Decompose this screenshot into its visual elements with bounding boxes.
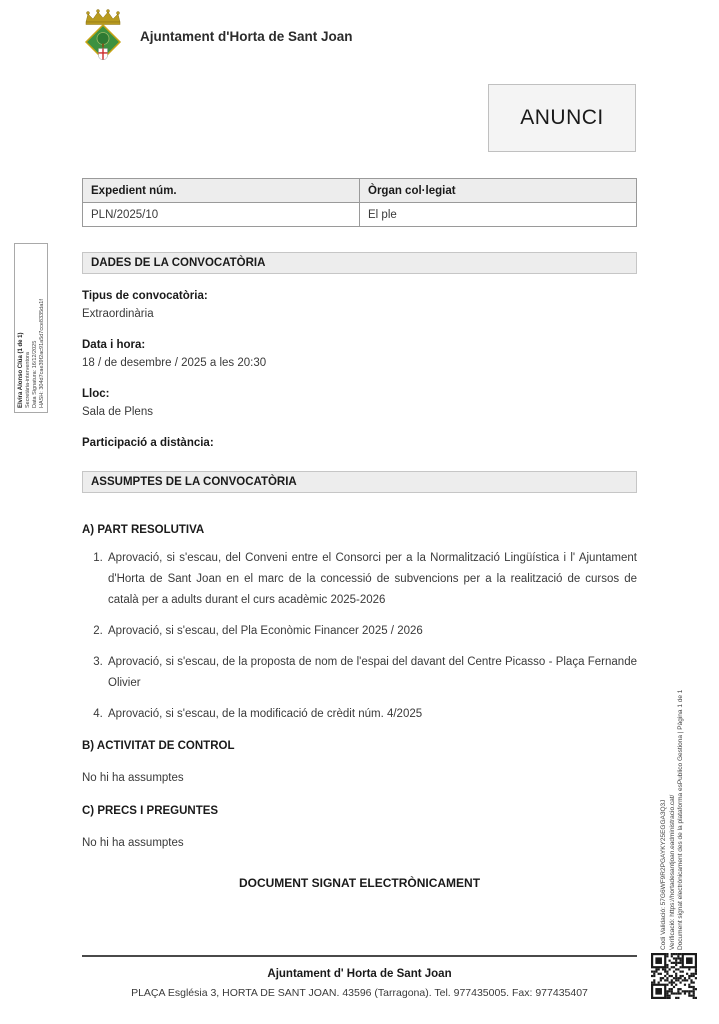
platform-note: Document signat electrònicament des de la plataforma esPublico Gestiona | Pàgina 1 de 1 — [677, 689, 684, 950]
col-header-expedient: Expedient núm. — [83, 179, 360, 203]
page-header — [78, 8, 352, 64]
field-participacio-label: Participació a distància: — [82, 437, 214, 449]
field-lloc-label: Lloc: — [82, 388, 110, 400]
part-b-text: No hi ha assumptes — [82, 772, 184, 784]
table-row — [83, 203, 637, 227]
field-data-hora — [82, 336, 637, 372]
field-participacio-value — [82, 452, 637, 456]
part-c-text: No hi ha assumptes — [82, 837, 184, 849]
qr-code — [651, 953, 697, 999]
agenda-item: 2. Aprovació, si s'escau, del Pla Econòmic Financer 2025 / 2026 — [106, 621, 637, 642]
field-lloc — [82, 385, 637, 421]
signed-electronically-notice: DOCUMENT SIGNAT ELECTRÒNICAMENT — [238, 876, 481, 890]
field-participacio — [82, 434, 637, 456]
validation-margin-text — [660, 640, 686, 950]
page-footer — [82, 955, 637, 999]
footer-address: PLAÇA Església 3, HORTA DE SANT JOAN. 43596 (Tarragona). Tel. 977435005. Fax: 977435407 — [131, 987, 588, 999]
signature-margin-box — [14, 243, 48, 413]
section-dades-title: DADES DE LA CONVOCATÒRIA — [82, 252, 637, 274]
field-tipus — [82, 287, 637, 323]
signature-hash: HASH: 304d7cae39f2ac91a5d7cce8335da1f — [39, 299, 45, 408]
announcement-title-box — [488, 84, 636, 152]
section-assumptes-title: ASSUMPTES DE LA CONVOCATÒRIA — [82, 471, 637, 493]
agenda-items-list — [82, 548, 637, 725]
main-content — [82, 178, 637, 890]
coat-of-arms-icon — [78, 8, 128, 64]
part-c-title: C) PRECS I PREGUNTES — [82, 805, 219, 817]
announcement-title: ANUNCI — [520, 106, 604, 129]
field-data-hora-value: 18 / de desembre / 2025 a les 20:30 — [82, 357, 267, 369]
field-data-hora-label: Data i hora: — [82, 339, 146, 351]
signature-margin-text — [18, 248, 46, 408]
col-header-organ: Òrgan col·legiat — [360, 179, 637, 203]
header-org-name: Ajuntament d'Horta de Sant Joan — [140, 28, 353, 44]
expedient-table — [82, 178, 637, 227]
verification-url: Verificació: https://hortadesantjoan.eadministracio.cat/ — [668, 794, 676, 950]
signer-name: Elvira Alonso Clúa (1 de 1) — [18, 332, 24, 408]
validation-code: Codi Validació: 57G6WF9R2PGAYKY25EGGA3Q3J — [660, 799, 667, 950]
part-b-title: B) ACTIVITAT DE CONTROL — [82, 740, 235, 752]
footer-org-name: Ajuntament d' Horta de Sant Joan — [267, 968, 452, 980]
field-lloc-value: Sala de Plens — [82, 406, 153, 418]
agenda-item: 4. Aprovació, si s'escau, de la modificació de crèdit núm. 4/2025 — [106, 704, 637, 725]
part-a-title: A) PART RESOLUTIVA — [82, 524, 205, 536]
signature-date: Data Signatura: 16/12/2025 — [32, 340, 38, 408]
agenda-item: 1. Aprovació, si s'escau, del Conveni entre el Consorci per a la Normalització Lingüística i l' Ajuntament d'Horta de Sant Joan en el marc de la concessió de subvencions per a la realització de cursos de català per a adults durant el curs acadèmic 2025-2026 — [106, 548, 637, 611]
field-tipus-value: Extraordinària — [82, 308, 154, 320]
agenda-item: 3. Aprovació, si s'escau, de la proposta de nom de l'espai del davant del Centre Picasso - Plaça Fernande Olivier — [106, 652, 637, 694]
expedient-value: PLN/2025/10 — [83, 203, 360, 227]
organ-value: El ple — [360, 203, 637, 227]
table-header-row — [83, 179, 637, 203]
field-tipus-label: Tipus de convocatòria: — [82, 290, 208, 302]
signer-role: Secretària-interventora — [25, 352, 31, 408]
